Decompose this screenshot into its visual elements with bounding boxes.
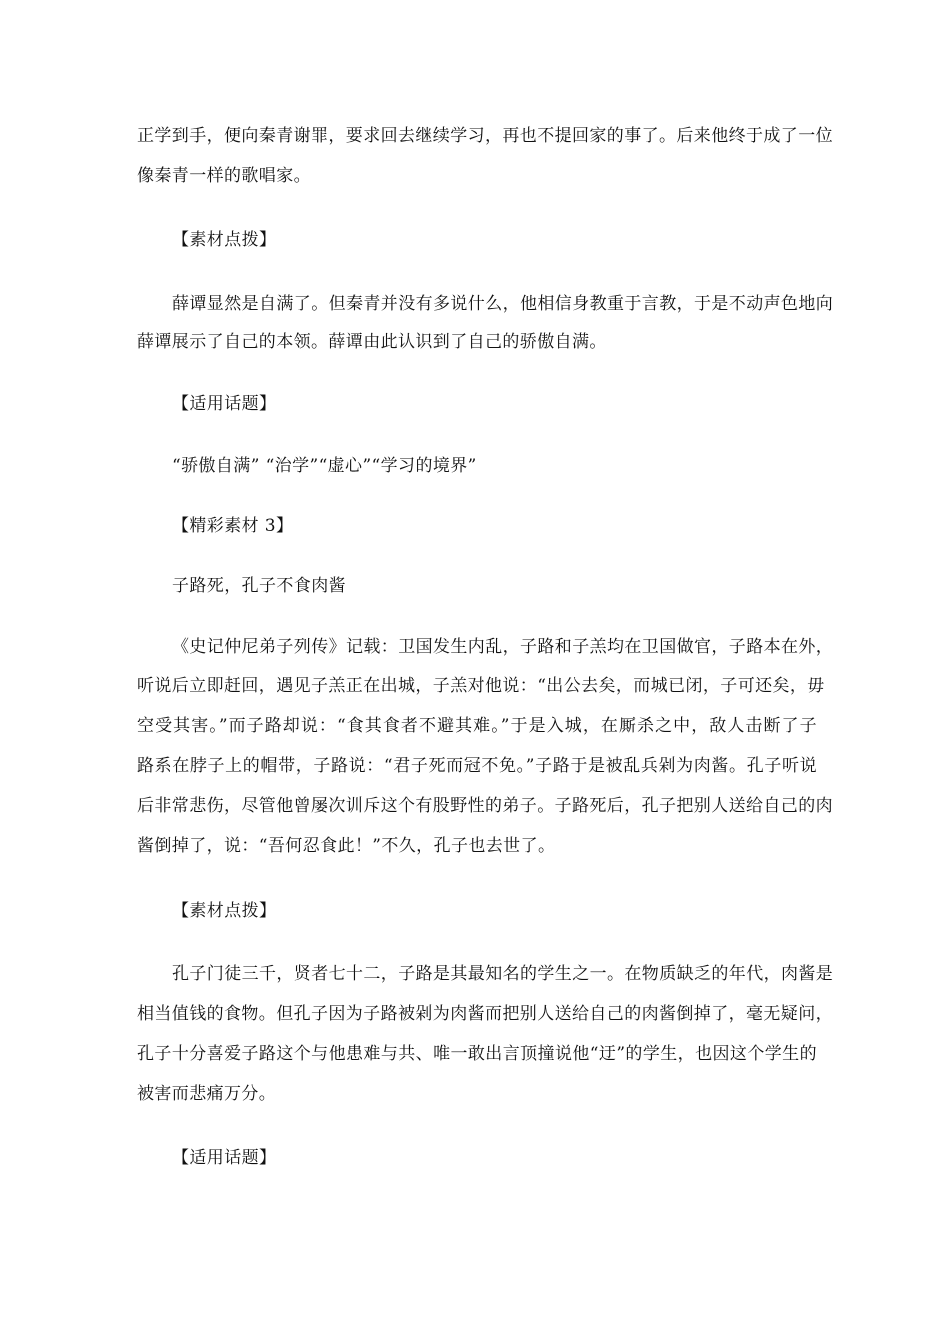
text-line: 后非常悲伤，尽管他曾屡次训斥这个有股野性的弟子。子路死后，孔子把别人送给自己的肉 xyxy=(137,796,833,816)
text-line: 孔子门徒三千，贤者七十二，子路是其最知名的学生之一。在物质缺乏的年代，肉酱是 xyxy=(172,964,834,984)
text-line: 薛谭展示了自己的本领。薛谭由此认识到了自己的骄傲自满。 xyxy=(137,332,607,352)
section-heading: 【素材点拨】 xyxy=(172,901,277,921)
text-line: 正学到手，便向秦青谢罪，要求回去继续学习，再也不提回家的事了。后来他终于成了一位 xyxy=(137,126,833,146)
text-line: 被害而悲痛万分。 xyxy=(137,1084,277,1104)
text-line: 酱倒掉了，说：“吾何忍食此！”不久，孔子也去世了。 xyxy=(137,836,556,856)
section-heading: 【适用话题】 xyxy=(172,394,277,414)
section-heading: 【精彩素材 3】 xyxy=(172,516,294,536)
text-line: 薛谭显然是自满了。但秦青并没有多说什么，他相信身教重于言教，于是不动声色地向 xyxy=(172,294,834,314)
section-heading: 【素材点拨】 xyxy=(172,230,277,250)
text-line: 听说后立即赶回，遇见子羔正在出城，子羔对他说：“出公去矣，而城已闭，子可还矣，毋 xyxy=(137,676,825,696)
text-line: 像秦青一样的歌唱家。 xyxy=(137,166,311,186)
text-line: 《史记仲尼弟子列传》记载：卫国发生内乱，子路和子羔均在卫国做官，子路本在外， xyxy=(172,637,834,657)
story-title: 子路死，孔子不食肉酱 xyxy=(172,576,346,596)
section-heading: 【适用话题】 xyxy=(172,1148,277,1168)
text-line: 路系在脖子上的帽带，子路说：“君子死而冠不免。”子路于是被乱兵剁为肉酱。孔子听说 xyxy=(137,756,817,776)
topics-line: “骄傲自满” “治学”“虚心”“学习的境界” xyxy=(172,456,477,476)
text-line: 空受其害。”而子路却说：“食其食者不避其难。”于是入城，在厮杀之中，敌人击断了子 xyxy=(137,716,817,736)
text-line: 相当值钱的食物。但孔子因为子路被剁为肉酱而把别人送给自己的肉酱倒掉了，毫无疑问， xyxy=(137,1004,833,1024)
text-line: 孔子十分喜爱子路这个与他患难与共、唯一敢出言顶撞说他“迂”的学生，也因这个学生的 xyxy=(137,1044,817,1064)
